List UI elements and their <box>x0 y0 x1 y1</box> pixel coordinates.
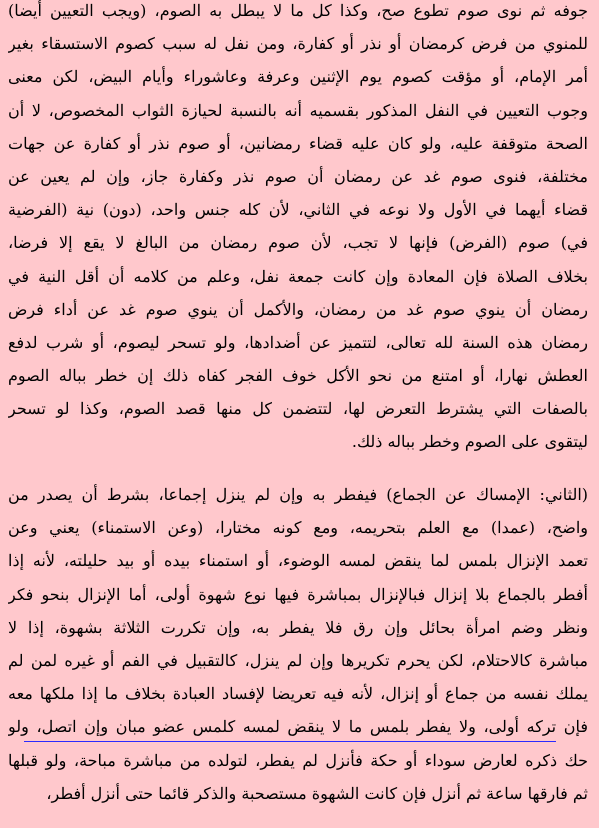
text-line: وجوب التعيين في النفل المذكور بقسميه أنه بالنسبة لحيازة الثواب المخصوص، لا أن <box>8 100 588 120</box>
text-line: قضاء أيهما في الأول ولا نوعه في الثاني، لأن كله جنس واحد، (دون) نية (الفرضية <box>8 200 588 220</box>
text-line: (الثاني: الإمساك عن الجماع) فيفطر به وإن لم ينزل إجماعا، بشرط أن يصدر من <box>8 485 588 504</box>
underline-rule <box>24 741 556 742</box>
text-line-highlighted: فإن تركه أولى، ولا يفطر بلمس ما لا ينقض لمسه كلمس عضو مبان وإن اتصل، ولو <box>8 717 588 737</box>
text-line: رمضان أن ينوي صوم غد من رمضان، والأكمل أن ينوي صوم غد عن أداء فرض <box>8 299 588 319</box>
text-line: أفطر بالجماع بلا إنزال فبالإنزال بمباشرة فيها نوع شهوة أولى، أما الإنزال بنحو فكر <box>8 584 588 604</box>
text-line: حك ذكره لعارض سوداء أو حكة فأنزل لم يفطر، لتولده من مباشرة مباحة، ولو قبلها <box>8 750 588 770</box>
text-line: الصحة متوقفة عليه، ولو كان عليه قضاء رمضانين، أو صوم نذر أو كفارة عن جهات <box>8 133 588 153</box>
text-line: أمر الإمام، أو مؤقت كصوم يوم الإثنين وعرفة وعاشوراء وأيام البيض، لكن معنى <box>8 67 588 87</box>
paragraph-1 <box>8 0 588 459</box>
text-line: بالصفات التي يشترط التعرض لها، لتتضمن كل منها قصد الصوم، وكذا لو تسحر <box>8 399 588 419</box>
paragraph-2 <box>8 478 588 810</box>
text-line: ونظر وضم امرأة بحائل وإن رق فلا يفطر به، وإن تكررت الثلاثة بشهوة، إذا لا <box>8 617 588 637</box>
text-line: العطش نهارا، أو امتنع من نحو الأكل خوف الفجر كفاه ذلك إن خطر بباله الصوم <box>8 366 588 386</box>
text-line: رمضان هذه السنة لله تعالى، لتتميز عن أضدادها، ولو تسحر ليصوم، أو شرب لدفع <box>8 332 588 352</box>
text-line: مختلفة، فنوى صوم غد عن رمضان أن صوم نذر وكفارة جاز، وإن لم يعين عن <box>8 166 588 186</box>
text-line: جوفه ثم نوى صوم تطوع صح، وكذا كل ما لا يبطل به الصوم، (ويجب التعيين أيضا) <box>8 1 588 20</box>
text-line: تعمد الإنزال بلمس لما ينقض لمسه الوضوء، أو استمناء بيده أو بيد حليلته، لأنه إذا <box>8 551 588 571</box>
text-line: في) صوم (الفرض) فإنها لا تجب، لأن صوم رمضان من البالغ لا يقع إلا فرضا، <box>8 233 588 253</box>
text-line: بخلاف الصلاة فإن المعادة وإن كانت جمعة نفل، وعلم من كلامه أن أقل النية في <box>8 266 588 286</box>
text-line: يملك نفسه من جماع أو إنزال، لأنه فيه تعريضا لإفساد العبادة بخلاف ما إذا ملكها معه <box>8 684 588 704</box>
text-line: مباشرة كالاحتلام، لكن يحرم تكريرها وإن لم ينزل، كالتقبيل في الفم أو غيره لمن لم <box>8 650 588 670</box>
text-line: واضح، (عمدا) مع العلم بتحريمه، ومع كونه مختارا، (وعن الاستمناء) يعني وعن <box>8 518 588 538</box>
text-line: ليتقوى على الصوم وخطر بباله ذلك. <box>351 432 588 452</box>
text-line: ثم فارقها ساعة ثم أنزل فإن كانت الشهوة مستصحبة والذكر قائما حتى أنزل أفطر، <box>46 783 588 803</box>
text-line: للمنوي من فرض كرمضان أو نذر أو كفارة، ومن نفل له سبب كصوم الاستسقاء بغير <box>8 34 588 54</box>
